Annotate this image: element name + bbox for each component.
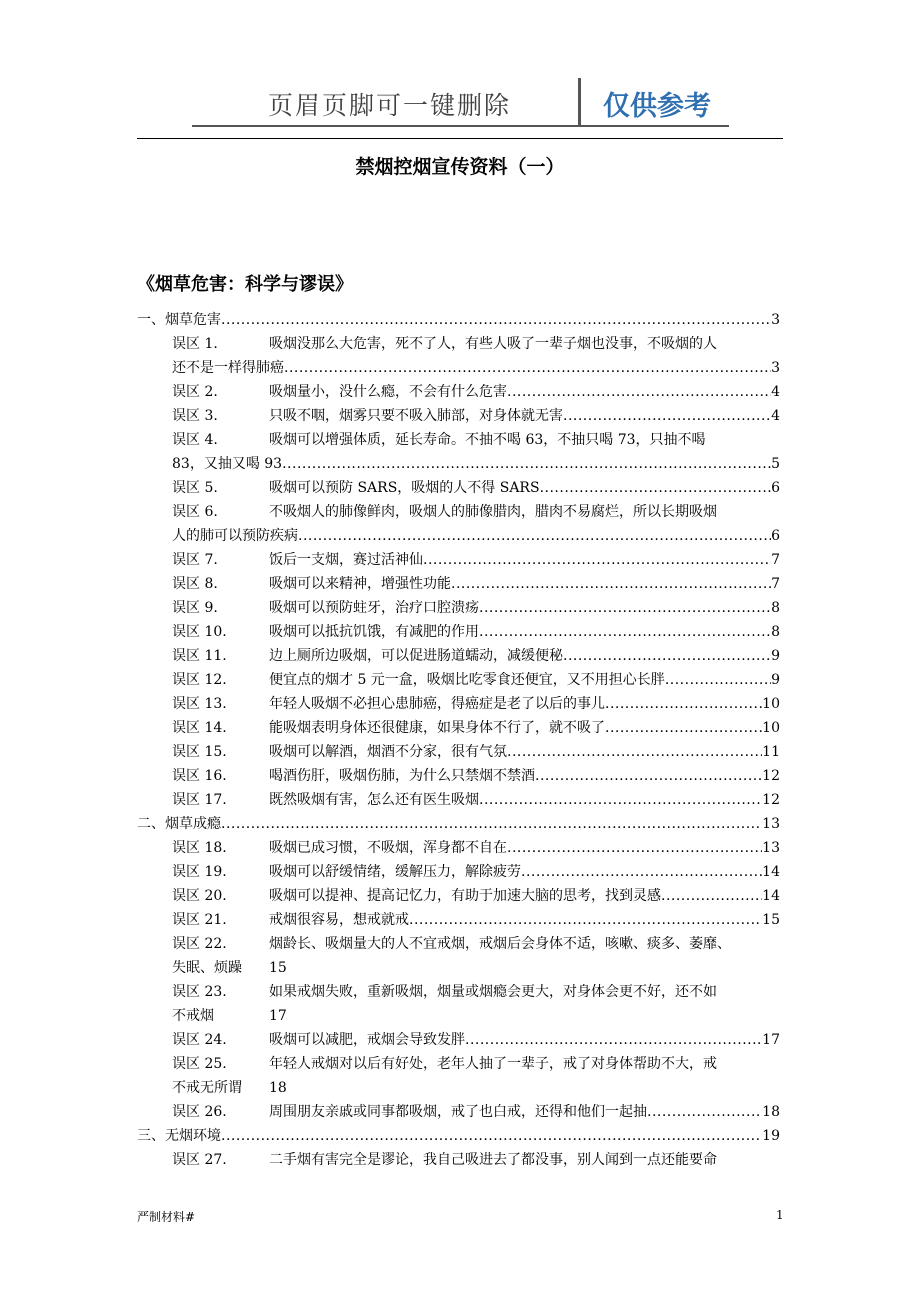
toc-entry-label: 误区 11.: [172, 648, 227, 664]
toc-entry-label: 误区 26.: [172, 1104, 227, 1120]
toc-entry[interactable]: [172, 932, 784, 956]
toc-section-label: 二、烟草成瘾: [137, 816, 221, 832]
toc-page-number: 17: [762, 1032, 780, 1048]
toc-entry-continuation[interactable]: 不戒烟 17: [172, 1004, 372, 1028]
toc-entry[interactable]: [172, 404, 780, 428]
toc-entry-text: 吸烟已成习惯，不吸烟，浑身都不自在: [269, 840, 507, 856]
toc-entry-label: 误区 14.: [172, 720, 227, 736]
toc-entry-label: 误区 24.: [172, 1032, 227, 1048]
toc-entry[interactable]: [172, 1028, 780, 1052]
toc-entry[interactable]: [172, 764, 780, 788]
toc-entry-label: 误区 16.: [172, 768, 227, 784]
toc-section-3[interactable]: [137, 1124, 780, 1148]
toc-entry-text: 吸烟没那么大危害，死不了人，有些人吸了一辈子烟也没事，不吸烟的人: [269, 336, 717, 352]
toc-entry-text: 年轻人戒烟对以后有好处，老年人抽了一辈子，戒了对身体帮助不大，戒: [269, 1056, 717, 1072]
toc-page-number: 17: [269, 1008, 287, 1024]
toc-page-number: 11: [762, 744, 780, 760]
toc-entry-label: 误区 2.: [172, 384, 218, 400]
header-divider: [578, 78, 581, 126]
toc-page-number: 7: [771, 576, 780, 592]
toc-page-number: 10: [762, 720, 780, 736]
toc-page-number: 9: [771, 648, 780, 664]
toc-entry-continuation[interactable]: 还不是一样得肺癌 ..... 3: [172, 356, 780, 380]
toc-entry-label: 误区 17.: [172, 792, 227, 808]
toc-entry-text: 饭后一支烟，赛过活神仙: [269, 552, 423, 568]
toc-entry-label: 误区 21.: [172, 912, 227, 928]
toc-entry-text: 既然吸烟有害，怎么还有医生吸烟: [269, 792, 479, 808]
toc-page-number: 9: [771, 672, 780, 688]
toc-entry-text: 吸烟可以预防 SARS，吸烟的人不得 SARS: [269, 480, 540, 496]
toc-entry-text: 吸烟可以抵抗饥饿，有减肥的作用: [269, 624, 479, 640]
toc-entry-label: 误区 22.: [172, 936, 227, 952]
footer-page-number: 1: [776, 1208, 784, 1222]
toc-entry-text: 吸烟量小，没什么瘾，不会有什么危害: [269, 384, 507, 400]
toc-entry[interactable]: [172, 380, 780, 404]
toc-entry-label: 误区 6.: [172, 504, 218, 520]
toc-entry[interactable]: [172, 644, 780, 668]
toc-page-number: 19: [762, 1128, 780, 1144]
toc-entry[interactable]: [172, 428, 782, 452]
toc-page-number: 18: [269, 1080, 287, 1096]
toc-section-2[interactable]: [137, 812, 780, 836]
toc-entry-text: 便宜点的烟才 5 元一盒，吸烟比吃零食还便宜，又不用担心长胖: [269, 672, 665, 688]
toc-page-number: 15: [762, 912, 780, 928]
toc-entry-text: 吸烟可以解酒，烟酒不分家，很有气氛: [269, 744, 507, 760]
toc-page-number: 6: [771, 480, 780, 496]
toc-entry-text: 吸烟可以提神、提高记忆力，有助于加速大脑的思考，找到灵感: [269, 888, 661, 904]
toc-entry[interactable]: [172, 788, 780, 812]
toc-entry[interactable]: [172, 980, 784, 1004]
toc-entry[interactable]: [172, 1100, 780, 1124]
toc-entry-label: 误区 27.: [172, 1152, 227, 1168]
toc-entry-text: 吸烟可以来精神，增强性功能: [269, 576, 451, 592]
toc-entry-continuation[interactable]: 不戒无所谓 18: [172, 1076, 372, 1100]
toc-entry-label: 误区 8.: [172, 576, 218, 592]
toc-entry-text: 边上厕所边吸烟，可以促进肠道蠕动，减缓便秘: [269, 648, 563, 664]
toc-page-number: 12: [762, 792, 780, 808]
toc-entry-text: 不吸烟人的肺像鲜肉，吸烟人的肺像腊肉，腊肉不易腐烂，所以长期吸烟: [269, 504, 717, 520]
toc-entry[interactable]: [172, 836, 780, 860]
toc-entry-label: 误区 1.: [172, 336, 218, 352]
toc-page-number: 4: [771, 384, 780, 400]
toc-entry[interactable]: [172, 668, 780, 692]
footer-left-text: 严制材料#: [137, 1210, 196, 1224]
toc-entry-label: 误区 18.: [172, 840, 227, 856]
toc-entry-label: 误区 25.: [172, 1056, 227, 1072]
toc-entry-text: 吸烟可以预防蛀牙，治疗口腔溃疡: [269, 600, 479, 616]
toc-entry-label: 误区 4.: [172, 432, 218, 448]
toc-page-number: 12: [762, 768, 780, 784]
toc-page-number: 4: [771, 408, 780, 424]
toc-entry-label: 误区 19.: [172, 864, 227, 880]
page-title: 禁烟控烟宣传资料（一）: [355, 156, 565, 178]
header-rule: [192, 125, 729, 127]
header-right-text: 仅供参考: [603, 91, 711, 122]
toc-entry-label: 误区 12.: [172, 672, 227, 688]
toc-entry-label: 误区 20.: [172, 888, 227, 904]
toc-section-label: 三、无烟环境: [137, 1128, 221, 1144]
toc-entry[interactable]: [172, 572, 780, 596]
toc-entry-label: 误区 9.: [172, 600, 218, 616]
toc-entry-text: 年轻人吸烟不必担心患肺癌，得癌症是老了以后的事儿: [269, 696, 605, 712]
toc-page-number: 8: [771, 624, 780, 640]
document-subtitle: 《烟草危害：科学与谬误》: [137, 274, 353, 295]
toc-entry[interactable]: [172, 692, 780, 716]
toc-entry-label: 误区 5.: [172, 480, 218, 496]
toc-entry-text: 戒烟很容易，想戒就戒: [269, 912, 409, 928]
toc-entry[interactable]: [172, 1052, 784, 1076]
toc-page-number: 13: [762, 840, 780, 856]
toc-entry-text: 喝酒伤肝，吸烟伤肺，为什么只禁烟不禁酒: [269, 768, 535, 784]
toc-page-number: 7: [771, 552, 780, 568]
toc-entry[interactable]: [172, 908, 780, 932]
toc-page-number: 14: [762, 888, 780, 904]
toc-entry-label: 误区 7.: [172, 552, 218, 568]
toc-entry[interactable]: [172, 500, 782, 524]
toc-page-number: 3: [771, 312, 780, 328]
toc-entry[interactable]: [172, 596, 780, 620]
toc-entry[interactable]: [172, 716, 780, 740]
toc-entry[interactable]: [172, 740, 780, 764]
toc-page-number: 14: [762, 864, 780, 880]
toc-section-label: 一、烟草危害: [137, 312, 221, 328]
toc-entry[interactable]: [172, 1148, 784, 1172]
toc-entry-text: 周围朋友亲戚或同事都吸烟，戒了也白戒，还得和他们一起抽: [269, 1104, 647, 1120]
toc-entry-text: 只吸不咽，烟雾只要不吸入肺部，对身体就无害: [269, 408, 563, 424]
toc-entry-text: 如果戒烟失败，重新吸烟，烟量或烟瘾会更大，对身体会更不好，还不如: [269, 984, 717, 1000]
toc-entry[interactable]: [172, 548, 780, 572]
toc-page-number: 10: [762, 696, 780, 712]
toc-entry-text: 吸烟可以舒缓情绪，缓解压力，解除疲劳: [269, 864, 521, 880]
toc-entry-label: 误区 15.: [172, 744, 227, 760]
toc-entry[interactable]: [172, 620, 780, 644]
toc-entry-text: 能吸烟表明身体还很健康，如果身体不行了，就不吸了: [269, 720, 605, 736]
toc-entry-text: 吸烟可以增强体质，延长寿命。不抽不喝 63，不抽只喝 73，只抽不喝: [269, 432, 706, 448]
toc-page-number: 3: [771, 360, 780, 376]
toc-entry[interactable]: [172, 860, 780, 884]
toc-entry[interactable]: [172, 332, 782, 356]
toc-page-number: 13: [762, 816, 780, 832]
toc-page-number: 18: [762, 1104, 780, 1120]
toc-entry-label: 误区 3.: [172, 408, 218, 424]
toc-entry-label: 误区 13.: [172, 696, 227, 712]
header-left-text: 页眉页脚可一键删除: [268, 91, 512, 120]
toc-entry-label: 误区 23.: [172, 984, 227, 1000]
toc-entry-continuation[interactable]: 失眠、烦躁 15: [172, 956, 372, 980]
toc-page-number: 6: [771, 528, 780, 544]
toc-page-number: 5: [771, 456, 780, 472]
toc-entry-continuation[interactable]: 人的肺可以预防疾病 ..... 6: [172, 524, 780, 548]
toc-section-1[interactable]: [137, 308, 780, 332]
toc-entry[interactable]: [172, 884, 780, 908]
toc-entry[interactable]: [172, 476, 780, 500]
toc-entry-text: 二手烟有害完全是谬论，我自己吸进去了都没事，别人闻到一点还能要命: [269, 1152, 717, 1168]
toc-page-number: 15: [269, 960, 287, 976]
toc-entry-text: 烟龄长、吸烟量大的人不宜戒烟，戒烟后会身体不适，咳嗽、痰多、萎靡、: [269, 936, 731, 952]
toc-page-number: 8: [771, 600, 780, 616]
toc-entry-text: 吸烟可以减肥，戒烟会导致发胖: [269, 1032, 465, 1048]
toc-entry-label: 误区 10.: [172, 624, 227, 640]
page-top-rule: [137, 138, 783, 139]
toc-entry-continuation[interactable]: 83，又抽又喝 93 ..... 5: [172, 452, 780, 476]
